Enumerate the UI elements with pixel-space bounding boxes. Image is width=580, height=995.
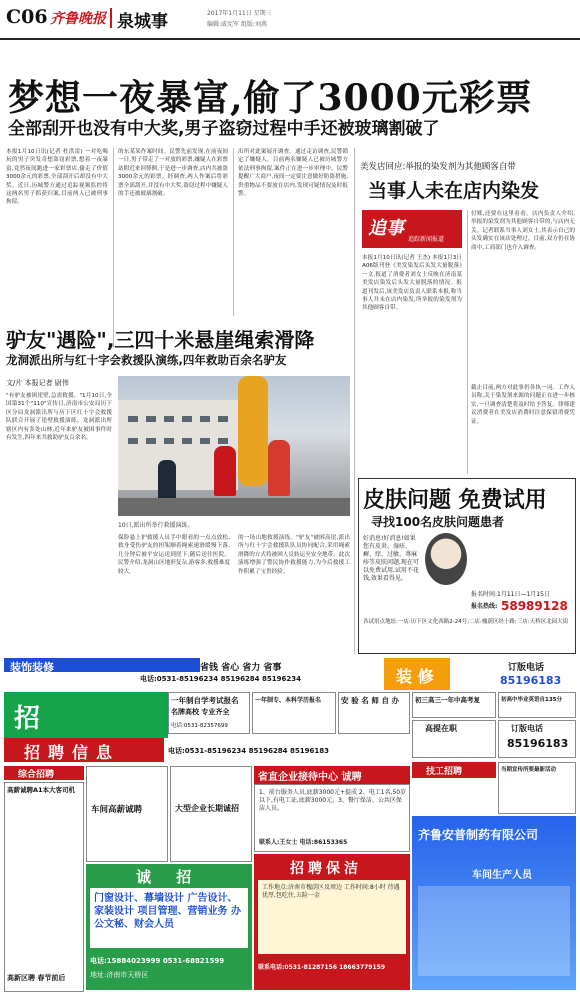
dye-kicker: 美发店回应:举报的染发剂为其他顾客自带 (360, 162, 516, 172)
divider-bar (110, 8, 112, 28)
province-title: 省直企业接待中心 诚聘 (258, 772, 362, 783)
pharma-title: 齐鲁安普制药有限公司 (418, 828, 539, 842)
chengzhao-tel: 电话:15884023999 0531-68821599 (90, 957, 225, 965)
dangri-text: 当期宣传所要最新活动 (501, 767, 557, 773)
province-body: 1、前台服务人员,底薪3000元+提成 2、电工1名,50岁以下,有电工证,底薪3000元。3、餐厅保洁、公共区保洁人员。 (259, 789, 407, 812)
chengzhao-body-box (90, 888, 248, 948)
window-row (128, 416, 228, 422)
daxing-text: 大型企业长期诚招 (175, 804, 239, 813)
slogan-text: 省钱 省心 省力 省事 (200, 663, 282, 673)
driver-ad (86, 766, 168, 862)
exam-tel: 电话:0531-82357699 (171, 723, 228, 729)
decoration-banner (4, 658, 200, 672)
dingban-phone-2[interactable]: 85196183 (507, 737, 569, 750)
dye-headline: 当事人未在店内染发 (368, 180, 540, 202)
rescuer-figure (214, 446, 236, 496)
decoration-banner-text: 装饰装修 (10, 661, 54, 674)
highpay-ad (412, 720, 496, 758)
uni-ad (252, 692, 336, 734)
skin-ad-dates: 报名时间:1月11日—1月15日 (471, 591, 550, 598)
page-header (0, 0, 580, 40)
province-banner (254, 766, 410, 784)
course-title: 安 验 名 师 自 办 (341, 696, 400, 705)
dye-body-bottom: 截止目前,两方对此事仍各执一词。工作人员称,关于染发剂来源的问题正在进一步核实,一旦调查清楚将及时给予答复。律师建议消费者在美发店消费时注意保留消费凭证。 (471, 385, 575, 425)
recruit-banner (4, 738, 164, 762)
gaoxin-text: 高薪诚聘A1本大客司机 (7, 786, 76, 794)
baojie-ad (254, 854, 410, 990)
chengzhao-ad (86, 864, 252, 990)
chengzhao-title: 诚 招 (136, 868, 202, 886)
jishu-tab (412, 762, 496, 778)
pharma-info-box (418, 886, 570, 976)
lead-headline: 梦想一夜暴富,偷了3000元彩票 (8, 77, 533, 119)
phone-main: 电话:0531-85196234 85196284 85196234 (140, 675, 301, 683)
column-rule (113, 148, 114, 348)
dingban-label-2: 订版电话 (511, 724, 543, 733)
hotline-label: 报名热线: (471, 603, 498, 610)
dingban-label: 订版电话 (508, 663, 545, 673)
dingban-box (498, 720, 576, 758)
photo-caption: 10日,派出所举行救援演练。 (118, 522, 194, 529)
baojie-body-box (258, 880, 406, 954)
jishu-text: 技工招聘 (426, 767, 463, 777)
classifieds-area (0, 658, 580, 995)
hotline-number[interactable]: 58989128 (501, 599, 568, 613)
lead-subhead: 全部刮开也没有中大奖,男子盗窃过程中手还被玻璃割破了 (8, 119, 440, 139)
dingban-phone[interactable]: 85196183 (500, 674, 562, 687)
rescuer-figure (268, 440, 290, 496)
province-ad (254, 784, 410, 852)
pharma-ad (412, 816, 576, 990)
recruit-phone: 电话:0531-85196234 85196284 85196183 (168, 747, 329, 755)
section-title: 泉城事 (117, 12, 168, 32)
follow-news-logo (362, 210, 462, 248)
skin-ad (358, 478, 576, 654)
uni-title: 一年制专、本科学历报名 (255, 697, 322, 704)
province-contact: 联系人:王女士 电话:86153365 (259, 839, 348, 846)
rescue-body-left: "有驴友被困崖壁,急需救援。"1月10日,全国第31个"110"宣传日,济南市公安局历下区分局龙洞派出所与历下区红十字会救援队联合开展了崖壁救援演练。龙洞派出所辖区内有多处山林,近年来驴友被困事件时有发生,四年来共救助驴友百余名。 (6, 393, 112, 442)
pharma-sub: 车间生产人员 (472, 870, 532, 881)
daxing-ad (170, 766, 252, 862)
rescue-byline: 文/片 本报记者 尉伟 (6, 379, 69, 387)
column-rule (233, 148, 234, 316)
zhuangxiu-text: 装 修 (396, 667, 434, 686)
header-rule (0, 38, 580, 40)
skin-ad-left-text: 好消息!好消息!如果您有皮炎、湿疹、癣、痒、过敏、荨麻疹等皮肤问题,现在可以免费试用,试用不花钱,效果看得见。 (363, 535, 419, 582)
green-banner (4, 692, 168, 738)
lead-body-col2: 的东某某作案时间。民警先前发现,在前夜间一日,男子带走了一对放的彩票,嫌疑人在彩票站附近来回徘徊,于是进一步调查,店内共被盗3000余元的彩票。经调查,两人作案后将彩票全部刮开,并没有中大奖,盗窃过程中嫌疑人的手还被玻璃割破。 (118, 149, 228, 198)
lead-body-col3: 出所对此案展开调查。通过走访调查,民警锁定了嫌疑人。目前两名嫌疑人已被历城警方依法刑事拘留,案件正在进一步审理中。民警提醒广大商户,夜间一定要注意做好防盗措施,贵重物品不要放在店内,发现可疑情况及时报警。 (238, 149, 348, 198)
driver-text: 车间高薪诚聘 (91, 805, 143, 815)
chengzhao-addr: 地址:济南市天桥区 (90, 971, 149, 979)
course-ad (338, 692, 410, 734)
skin-ad-subtitle: 寻找100名皮肤问题患者 (371, 515, 505, 529)
baojie-tel: 联系电话:0531-81287156 18663779159 (258, 964, 385, 971)
window-row (128, 438, 228, 444)
exam-ad (168, 692, 250, 734)
exam-title: 一年制自学考试报名 (171, 696, 239, 705)
rescue-photo (118, 376, 350, 516)
baojie-body: 工作地点:济南市槐荫区及周边 工作时间:8小时 待遇优厚,包吃住,五险一金 (262, 884, 400, 899)
paper-name-logo: 齐鲁晚报 (50, 11, 106, 27)
gaoxin2-text: 高新区聘 春节前后 (7, 974, 66, 982)
page-number: C06 (6, 6, 48, 28)
skin-ad-address: 各试用点地址:一店:历下区文化西路2-24号;二店:槐荫区经十路;三店:天桥区北园大街 (363, 619, 569, 625)
graduate-ad (498, 692, 576, 718)
chengzhao-body: 门窗设计、幕墙设计 广告设计、家装设计 项目管理、营销业务 办公文秘、财会人员 (94, 893, 241, 930)
lead-body-col1: 本报1月10日讯(记者 杜洪雷) 一对吃喝玩的男子突发奇想盗窃彩票,想着一夜暴富,竟然夜间跑进一家彩票店,偷走了价值3000余元的彩票,全部刮开后却没有中大奖。近日,历城警方通过追踪视频监控将这两名男子抓获归案,目前两人已被刑事拘留。 (6, 149, 108, 206)
baojie-title: 招聘保洁 (290, 861, 362, 877)
chuzhong-ad (412, 692, 496, 718)
rescue-body-right: 的一场山地救援演练。"驴友"被困高崖,派出所与红十字会救援队队员协同配合,采用绳索滑降的方式将被困人员转运至安全地带。此次演练增强了警民协作救援能力,为今后救援工作积累了宝贵经验。 (238, 535, 350, 575)
dye-body-right: 付账,还要在这里看看。店内负责人介绍,举报的染发剂为其他顾客自带的,与店内无关。记者联系当事人刘女士,其表示自己的头发确实在该店处理过。目前,双方仍在协商中,工商部门也介入调查。 (471, 211, 575, 251)
zhuangxiu-block (384, 658, 450, 690)
gaoxin-ad (4, 782, 84, 992)
rescue-body-mid: 保险悬上护救援人员手中眼看的一点点放松,救身受伤驴友的担架顺着绳索速滑缓慢下落,几分钟后被平安运送到崖下,随后送往医院。民警介绍,龙洞山区地形复杂,游客多,救援难度较大。 (118, 535, 230, 575)
ground (118, 498, 350, 516)
exam-sub: 名牌高校 专业齐全 (171, 708, 230, 716)
graduate-text: 初高中毕业英语自135分 (501, 697, 562, 703)
editor-line: 编辑:戚宪军 组版:刘燕 (207, 21, 267, 28)
dangri-ad (498, 762, 576, 814)
zonghe-tab (4, 766, 84, 780)
logo-text: 追事 (368, 218, 404, 239)
highpay-text: 高提在职 (425, 724, 457, 733)
dye-body-left: 本报1月10日讯(记者 王杰) 本报1月3日A06版刊登《美发染发后头发大量脱落》一文,报道了消费者刘女士反映在济南某美发店染发后头发大量脱落的情况。报道刊发后,该美发店负责人联系本报,称当事人并未在店内染发,所举报的染发剂为其他顾客自带。 (362, 255, 462, 312)
green-banner-glyph: 招 (14, 704, 41, 734)
date-line: 2017年1月11日 星期三 (207, 10, 272, 17)
logo-subtext: 追踪新闻报道 (408, 236, 445, 243)
rescue-subhead: 龙洞派出所与红十字会救援队演练,四年救助百余名驴友 (6, 353, 287, 367)
recruit-title: 招聘信息 (24, 743, 121, 762)
column-rule (467, 210, 468, 474)
zonghe-text: 综合招聘 (18, 770, 55, 780)
rescue-headline: 驴友"遇险",三四十米悬崖绳索滑降 (6, 328, 315, 352)
stretcher-shape (238, 376, 268, 486)
column-rule (354, 148, 355, 654)
portrait-icon (425, 533, 467, 585)
skin-ad-title: 皮肤问题 免费试用 (363, 488, 547, 513)
chuzhong-text: 初三高三一年中高考复 (415, 696, 480, 704)
